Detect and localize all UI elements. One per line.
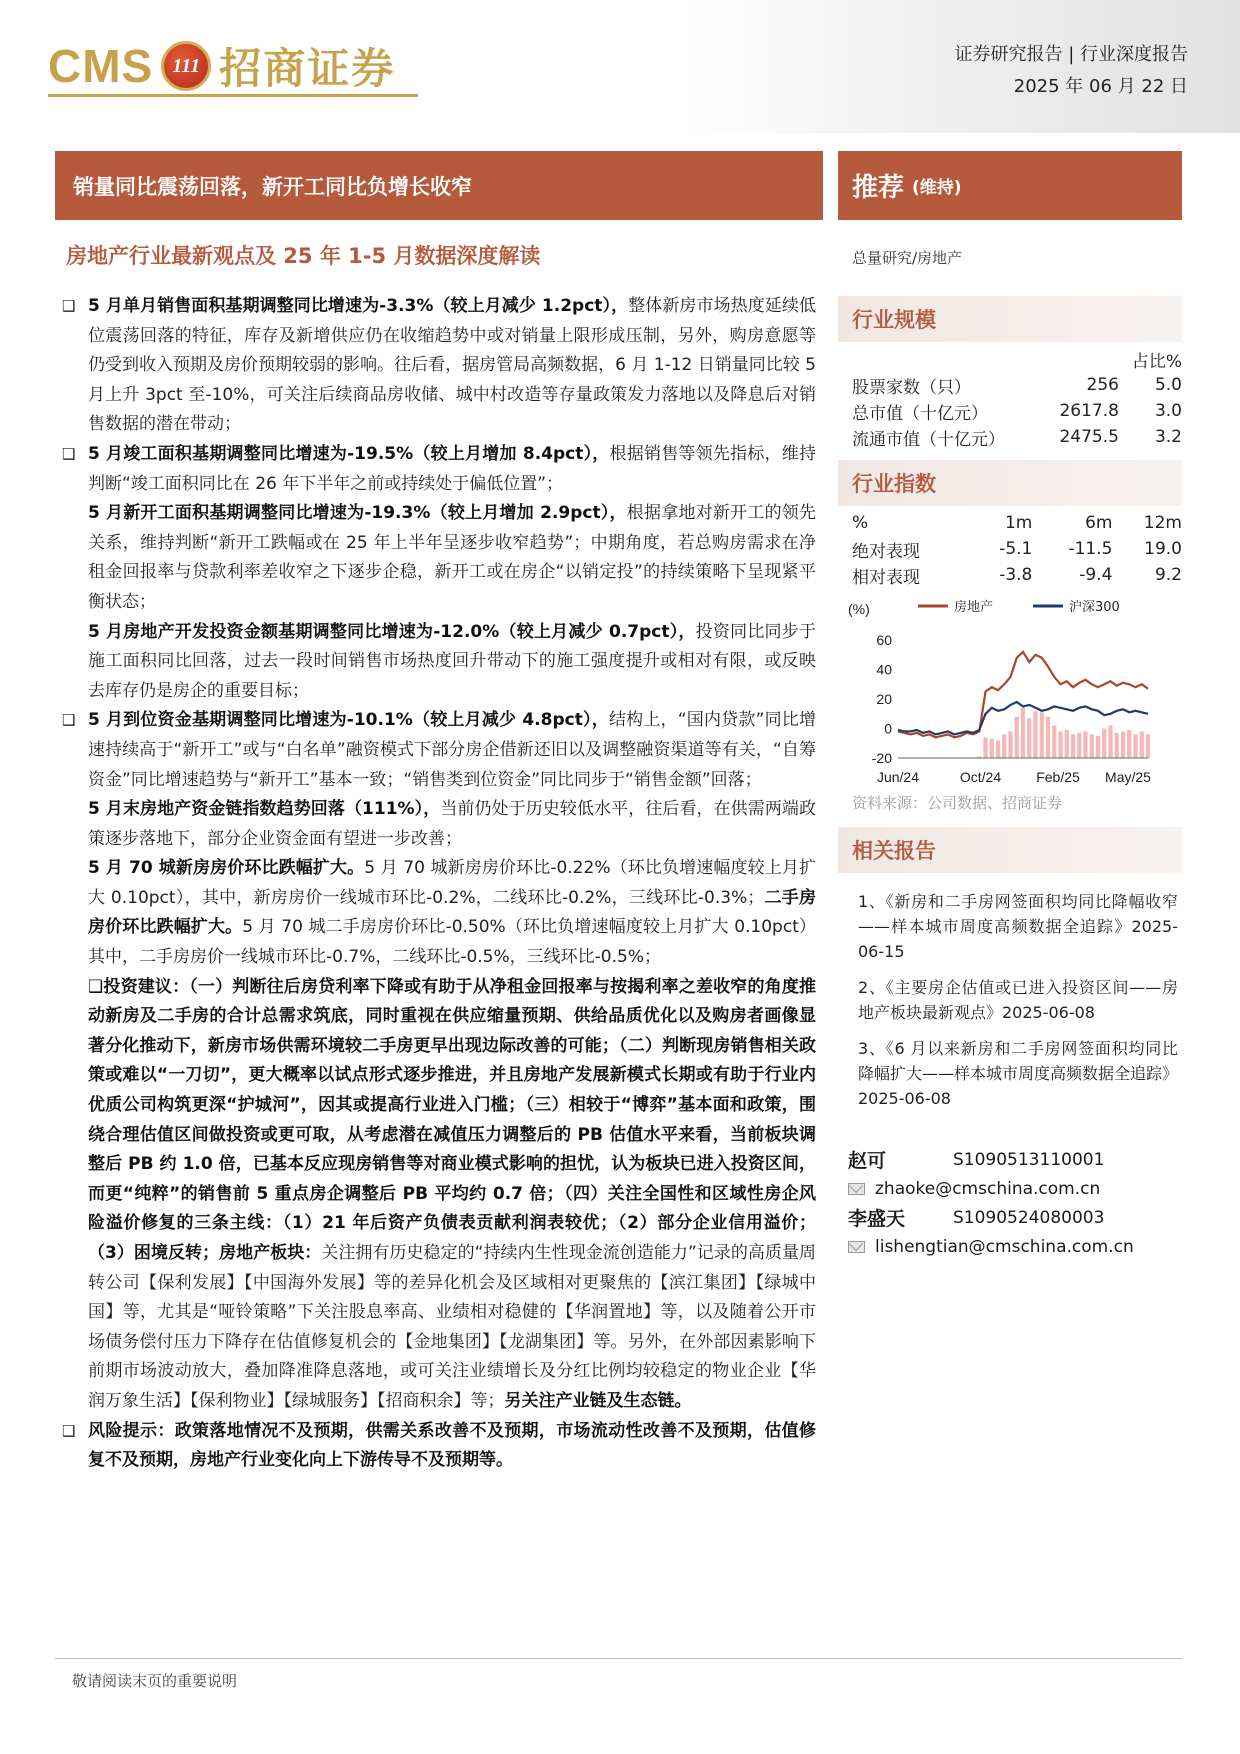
body-paragraph	[62, 795, 816, 854]
row-label: 相对表现	[852, 567, 920, 588]
right-sidebar	[838, 220, 1182, 1261]
analyst-id: S1090524080003	[953, 1207, 1105, 1228]
bullet-icon: ❑	[62, 1421, 76, 1440]
cell: 9.2	[1154, 565, 1182, 585]
bar-mark	[996, 740, 1000, 758]
chart-source: 资料来源：公司数据、招商证券	[852, 794, 1063, 812]
main-body	[62, 292, 816, 1476]
x-tick-label: Oct/24	[959, 769, 1002, 785]
paragraph-lead: 另关注产业链及生态链。	[504, 1390, 692, 1411]
paragraph-text: 5 月 70 城新房房价环比-0.22%（环比负增速幅度较上月扩大 0.10pct），其中，新房房价一线城市环比-0.2%，二线环比-0.2%，三线环比-0.3%；	[88, 858, 816, 908]
bar-mark	[1108, 726, 1112, 758]
bullet-icon: ❑	[62, 444, 76, 463]
bar-mark	[1096, 736, 1100, 758]
doc-type: 证券研究报告 | 行业深度报告	[954, 44, 1188, 65]
logo-cn-text: 招商证券	[219, 44, 396, 93]
row-value: 2475.5	[1059, 427, 1119, 447]
related-report-link[interactable]: 1、《新房和二手房网签面积均同比降幅收窄——样本城市周度高频数据全追踪》2025-06-15	[858, 892, 1178, 961]
rating-bar	[838, 151, 1182, 220]
paragraph-text: 整体新房市场热度延续低位震荡回落的特征，库存及新增供应仍在收缩趋势中或对销量上限形成压制，另外，购房意愿等仍受到收入预期及房价预期较弱的影响。往后看，据房管局高频数据，6 月 1-12 日销量同比较 5 月上升 3pct 至-10%，可关注后续商品房收储、城中村改造等存量政策发力落地以及降息后对销售数据的潜在带动；	[88, 296, 816, 435]
body-paragraph	[62, 973, 816, 1417]
paragraph-lead: 5 月房地产开发投资金额基期调整同比增速为-12.0%（较上月减少 0.7pct），	[88, 621, 696, 642]
rating-sub: (维持)	[912, 178, 962, 198]
paragraph-lead: 5 月末房地产资金链指数趋势回落（111%），	[88, 799, 441, 820]
bar-mark	[1058, 731, 1062, 758]
col-header: 12m	[1143, 513, 1182, 533]
analyst-name: 李盛天	[848, 1208, 906, 1230]
industry-index-table	[852, 510, 1182, 588]
analyst-id: S1090513110001	[953, 1149, 1105, 1170]
table-header-row	[852, 510, 1182, 536]
bar-mark	[1146, 734, 1150, 758]
bar-mark	[1065, 730, 1069, 758]
paragraph-lead: 5 月到位资金基期调整同比增速为-10.1%（较上月减少 4.8pct），	[88, 710, 609, 731]
paragraph-text: 根据销售等领先指标，维持判断“竣工面积同比在 26 年下半年之前或持续处于偏低位置”；	[88, 443, 817, 494]
table-row	[852, 536, 1182, 562]
col-header: 1m	[1004, 513, 1033, 533]
body-paragraph	[62, 499, 816, 617]
logo-cms-text: CMS	[48, 40, 154, 92]
footer-divider	[55, 1658, 1182, 1659]
paragraph-text: 关注拥有历史稳定的“持续内生性现金流创造能力”记录的高质量周转公司【保利发展】【中国海外发展】等的差异化机会及区域相对更聚焦的【滨江集团】【绿城中国】等，尤其是“哑铃策略”下关注股息率高、业绩相对稳健的【华润置地】等，以及随着公开市场债务偿付压力下降存在估值修复机会的【金地集团】【龙湖集团】等。另外，在外部因素影响下前期市场波动放大，叠加降准降息落地，或可关注业绩增长及分红比例均较稳定的物业企业【华润万象生活】【保利物业】【绿城服务】【招商积余】等；	[88, 1243, 817, 1411]
body-paragraph	[62, 440, 816, 499]
report-subtitle: 房地产行业最新观点及 25 年 1-5 月数据深度解读	[66, 244, 541, 268]
paragraph-lead: ❑投资建议：（一）判断往后房贷利率下降或有助于从净租金回报率与按揭利率之差收窄的角度推动新房及二手房的合计总需求筑底，同时重视在供应缩量预期、供给品质优化以及购房者画像显著分化推动下，新房市场供需环境较二手房更早出现边际改善的可能；（二）判断现房销售相关政策或难以“一刀切”，更大概率以试点形式逐步推进，并且房地产发展新模式长期或有助于行业内优质公司构筑更深“护城河”，因其或提高行业进入门槛；（三）相较于“博弈”基本面和政策，围绕合理估值区间做投资或更可取，从考虑潜在减值压力调整后的 PB 估值水平来看，当前板块调整后 PB 约 1.0 倍，已基本反应现房销售等对商业模式影响的担忧，认为板块已进入投资区间，而更“纯粹”的销售前 5 重点房企调整后 PB 平均约 0.7 倍；（四）关注全国性和区域性房企风险溢价修复的三条主线：（1）21 年后资产负债表贡献利润表较优；（2）部分企业信用溢价；（3）困境反转；房地产板块：	[88, 976, 816, 1263]
body-paragraph	[62, 706, 816, 795]
cell: 19.0	[1144, 539, 1182, 559]
related-report-link[interactable]: 2、《主要房企估值或已进入投资区间——房地产板块最新观点》2025-06-08	[858, 978, 1178, 1022]
bar-mark	[1102, 729, 1106, 759]
paragraph-lead: 二手房房价环比跌幅扩大。	[88, 887, 817, 938]
paragraph-lead: 5 月单月销售面积基期调整同比增速为-3.3%（较上月减少 1.2pct），	[88, 296, 629, 316]
row-share: 3.0	[1154, 401, 1182, 421]
analyst-name: 赵可	[848, 1150, 887, 1172]
cell: -11.5	[1068, 539, 1113, 559]
bar-mark	[1015, 717, 1019, 758]
analyst-row	[848, 1203, 1182, 1232]
industry-scale-table	[852, 346, 1182, 450]
mail-icon	[848, 1183, 865, 1195]
y-tick-label: 40	[876, 661, 892, 678]
cell: -9.4	[1079, 565, 1113, 585]
bar-mark	[1027, 718, 1031, 758]
body-paragraph	[62, 292, 816, 440]
legend-label: 房地产	[954, 600, 994, 615]
index-chart-svg	[848, 588, 1182, 788]
bullet-icon: ❑	[62, 297, 76, 315]
analysts-block	[848, 1145, 1182, 1261]
bar-mark	[1083, 731, 1087, 758]
bar-mark	[1040, 712, 1044, 758]
row-share: 3.2	[1154, 427, 1182, 447]
table-row	[852, 398, 1182, 424]
sector-label: 总量研究/房地产	[852, 249, 963, 267]
company-logo	[48, 36, 395, 96]
bar-mark	[1033, 711, 1037, 758]
y-tick-label: -20	[871, 750, 892, 766]
bar-mark	[1071, 734, 1075, 758]
legend-label: 沪深300	[1069, 600, 1120, 615]
x-tick-label: May/25	[1105, 769, 1151, 785]
index-chart	[848, 588, 1182, 788]
bar-mark	[990, 739, 994, 758]
x-tick-label: Jun/24	[876, 769, 920, 785]
body-paragraph	[62, 854, 816, 972]
bar-mark	[1008, 731, 1012, 758]
bar-mark	[1140, 731, 1144, 758]
related-report-link[interactable]: 3、《6 月以来新房和二手房网签面积均同比降幅扩大——样本城市周度高频数据全追踪》2025-06-08	[858, 1039, 1179, 1108]
y-tick-label: 0	[884, 720, 892, 737]
x-tick-label: Feb/25	[1036, 769, 1080, 785]
industry-index-heading: 行业指数	[838, 460, 1182, 506]
rating-main: 推荐	[852, 173, 905, 203]
bar-mark	[1077, 733, 1081, 758]
paragraph-lead: 风险提示：政策落地情况不及预期，供需关系改善不及预期，市场流动性改善不及预期，估值修复不及预期，房地产行业变化向上下游传导不及预期等。	[88, 1420, 816, 1471]
analyst-email-row	[848, 1232, 1182, 1261]
analyst-email[interactable]: lishengtian@cmschina.com.cn	[875, 1236, 1134, 1257]
related-reports-heading: 相关报告	[838, 827, 1182, 873]
bar-mark	[983, 737, 987, 758]
table-row	[852, 424, 1182, 450]
y-tick-label: 60	[876, 632, 892, 648]
industry-scale-heading: 行业规模	[838, 296, 1182, 342]
logo-underline	[48, 94, 418, 97]
col-header: %	[852, 513, 869, 533]
title-bar	[55, 151, 823, 220]
paragraph-text: 当前仍处于历史较低水平，往后看，在供需两端政策逐步落地下，部分企业资金面有望进一步改善；	[88, 799, 817, 849]
row-value: 2617.8	[1059, 401, 1119, 421]
share-header: 占比%	[1131, 351, 1182, 372]
report-title: 销量同比震荡回落，新开工同比负增长收窄	[73, 174, 472, 199]
body-paragraph	[62, 618, 816, 707]
doc-date: 2025 年 06 月 22 日	[1013, 76, 1188, 97]
bullet-icon: ❑	[62, 711, 76, 730]
cell: -5.1	[999, 539, 1033, 559]
row-label: 绝对表现	[852, 541, 920, 562]
row-label: 股票家数（只）	[852, 377, 971, 398]
paragraph-text: 结构上，“国内贷款”同比增速持续高于“新开工”或与“白名单”融资模式下部分房企借新还旧以及调整融资渠道等有关，“自筹资金”同比增速趋势与“新开工”基本一致；“销售类到位资金”同比同步于“销售金额”回落；	[88, 710, 816, 790]
paragraph-lead: 5 月竣工面积基期调整同比增速为-19.5%（较上月增加 8.4pct），	[88, 443, 610, 464]
bar-mark	[1115, 733, 1119, 758]
table-row	[852, 372, 1182, 398]
table-row	[852, 562, 1182, 588]
paragraph-lead: 5 月新开工面积基期调整同比增速为-19.3%（较上月增加 2.9pct），	[88, 503, 627, 524]
paragraph-text: 5 月 70 城二手房房价环比-0.50%（环比负增速幅度较上月扩大 0.10pct）其中，二手房房价一线城市环比-0.7%，二线环比-0.5%，三线环比-0.5%；	[88, 917, 816, 968]
paragraph-text: 投资同比同步于施工面积同比回落，过去一段时间销售市场热度回升带动下的施工强度提升或相对有限，或反映去库存仍是房企的重要目标；	[88, 621, 817, 701]
bar-mark	[1046, 717, 1050, 758]
paragraph-text: 根据拿地对新开工的领先关系，维持判断“新开工跌幅或在 25 年上半年呈逐步收窄趋势”；中期角度，若总购房需求在净租金回报率与贷款利率差收窄之下逐步企稳，新开工或在房企“以销定投”的持续策略下呈现紧平衡状态；	[88, 503, 817, 612]
bar-mark	[1133, 734, 1137, 758]
analyst-email[interactable]: zhaoke@cmschina.com.cn	[875, 1178, 1101, 1199]
cell: -3.8	[999, 565, 1033, 585]
bar-mark	[1127, 730, 1131, 758]
row-label: 流通市值（十亿元）	[852, 429, 1005, 450]
bar-mark	[1021, 708, 1025, 758]
row-label: 总市值（十亿元）	[852, 403, 988, 424]
col-header: 6m	[1085, 513, 1113, 533]
bar-mark	[1002, 734, 1006, 758]
analyst-row	[848, 1145, 1182, 1174]
analyst-email-row	[848, 1174, 1182, 1203]
bar-mark	[1090, 734, 1094, 758]
mail-icon	[848, 1241, 865, 1253]
y-tick-label: 20	[876, 691, 892, 707]
row-share: 5.0	[1154, 375, 1182, 395]
bar-mark	[1052, 726, 1056, 758]
footer-disclaimer: 敬请阅读末页的重要说明	[72, 1672, 238, 1690]
y-axis-label: (%)	[848, 601, 870, 617]
body-paragraph	[62, 1417, 816, 1476]
row-value: 256	[1086, 375, 1119, 395]
related-reports-list	[858, 889, 1178, 1111]
logo-badge-icon: 111	[161, 41, 211, 91]
bar-mark	[1121, 731, 1125, 758]
paragraph-lead: 5 月 70 城新房房价环比跌幅扩大。	[88, 858, 365, 879]
